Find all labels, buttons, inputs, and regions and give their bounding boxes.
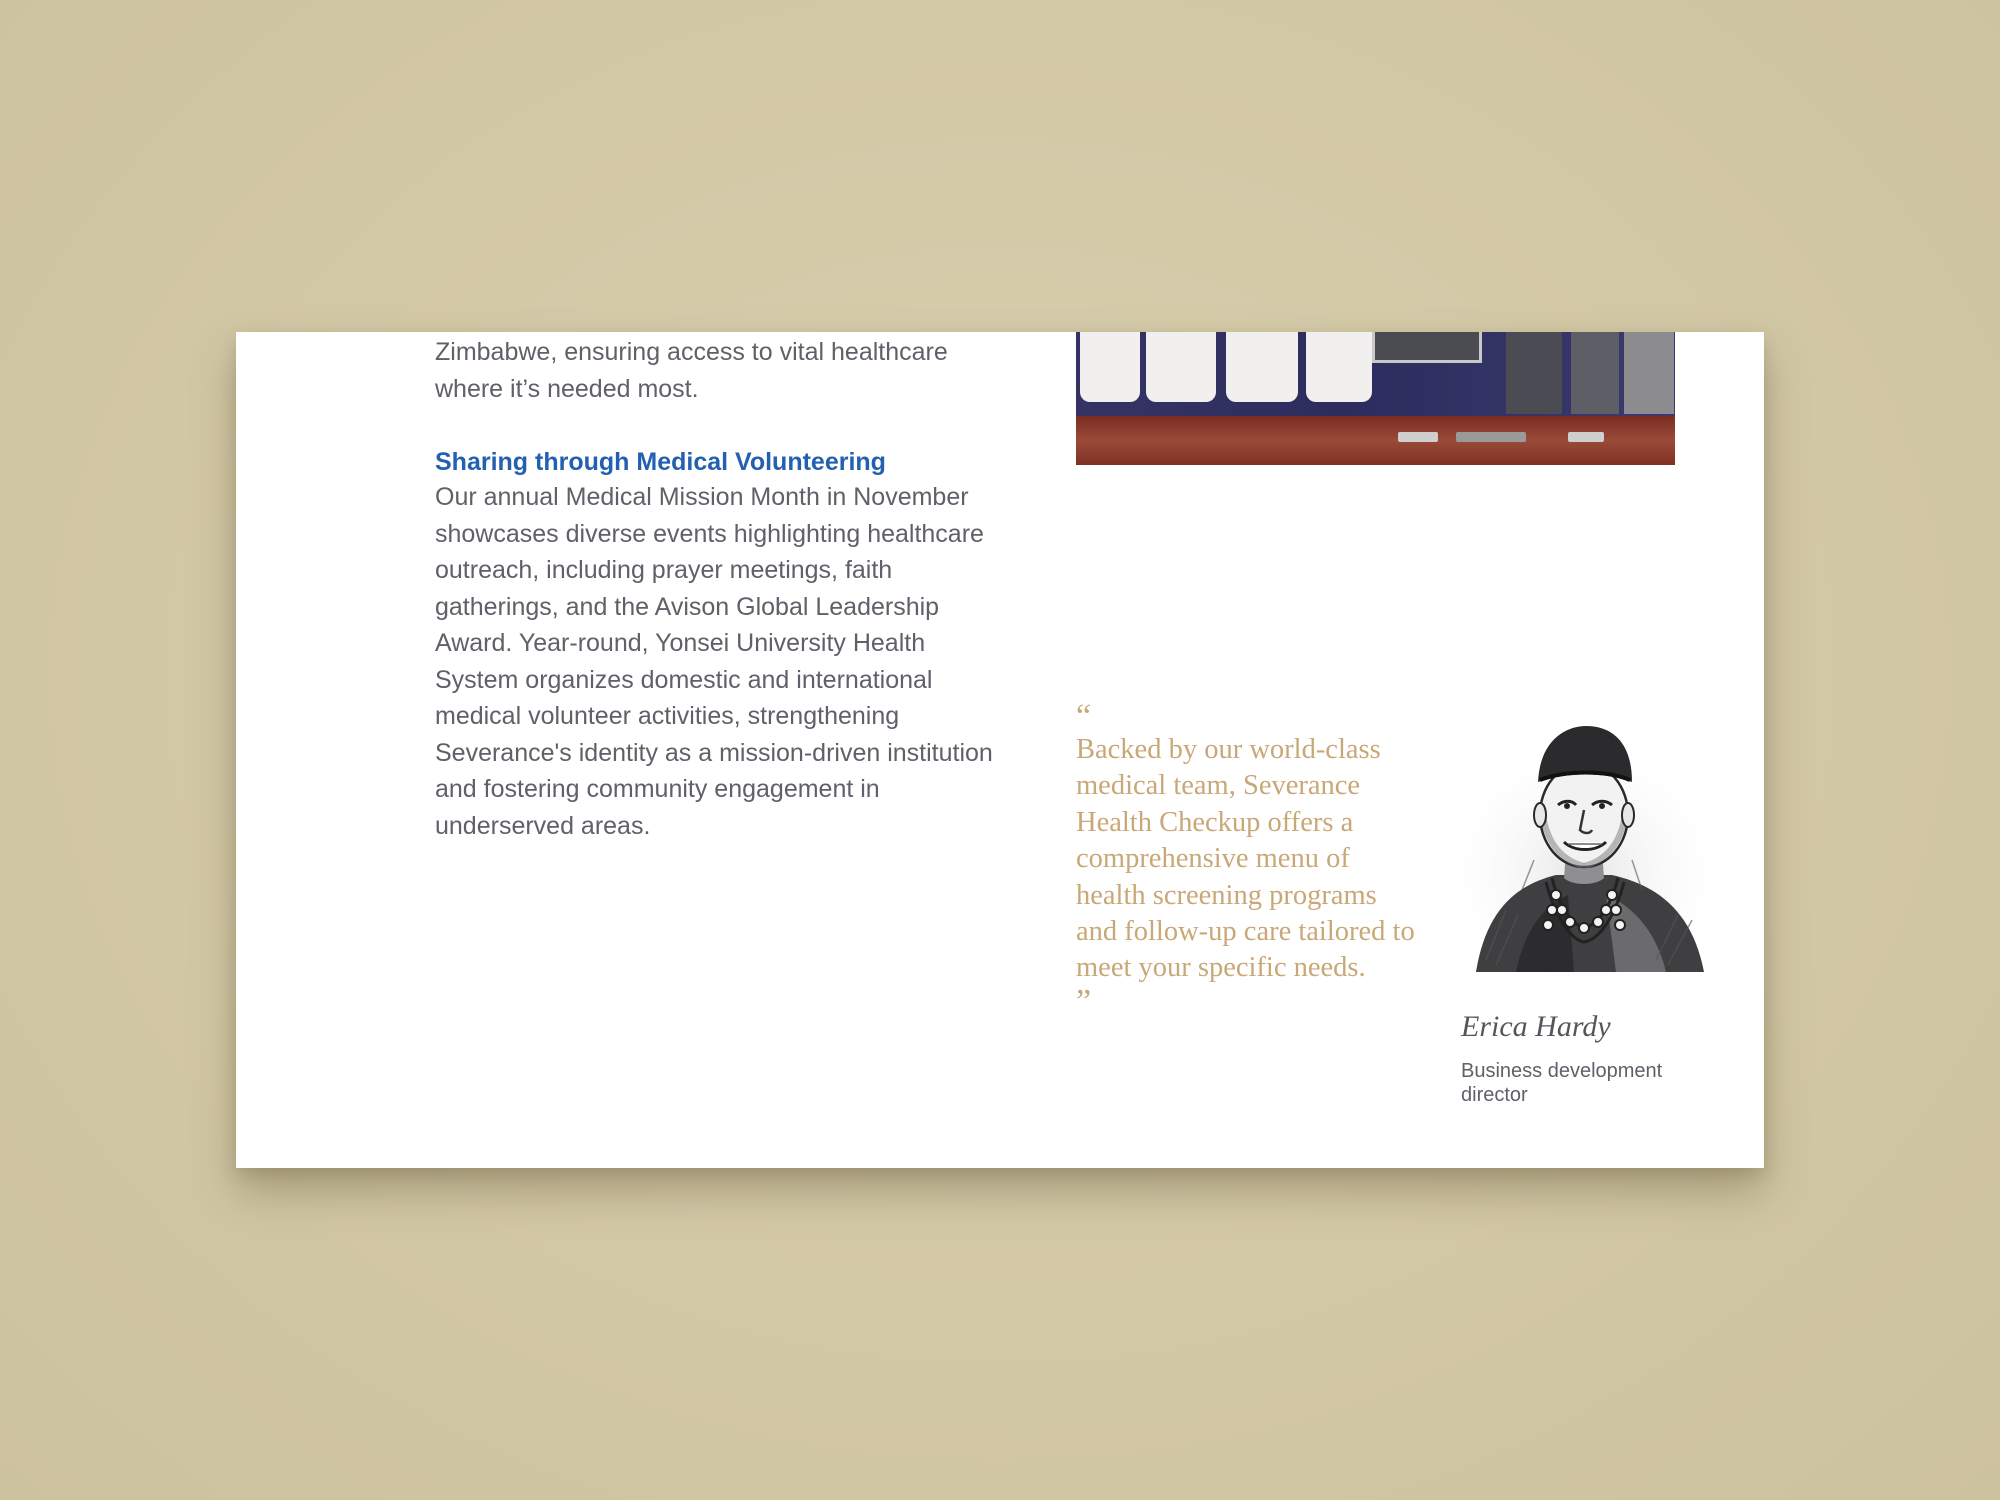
photo-microphone [1568, 432, 1604, 442]
photo-figure [1146, 332, 1216, 402]
person-role: Business development director [1461, 1060, 1663, 1106]
photo-plaque [1372, 332, 1482, 363]
person-name: Erica Hardy [1461, 1010, 1611, 1043]
close-quote-icon: ” [1076, 982, 1092, 1020]
intro-paragraph: Zimbabwe, ensuring access to vital healthcare where it’s needed most. [435, 338, 948, 403]
portrait-illustration [1456, 710, 1712, 976]
photo-microphone [1456, 432, 1526, 442]
quote-text: Backed by our world-class medical team, Severance Health Checkup offers a comprehensive menu of health screening programs and follow-up care tailored to meet your specific needs. [1076, 734, 1415, 984]
section-heading: Sharing through Medical Volunteering [435, 448, 886, 476]
photo-figure [1306, 332, 1372, 402]
open-quote-icon: “ [1076, 698, 1092, 735]
photo-figure [1624, 332, 1674, 414]
photo-figure [1506, 332, 1562, 414]
section-body: Our annual Medical Mission Month in November showcases diverse events highlighting healthcare outreach, including prayer meetings, faith gatherings, and the Avison Global Leadership Award. Year-round, Yonsei University Health System organizes domestic and international medical volunteer activities, strengthening Severance's identity as a mission-driven institution and fostering community engagement in underserved areas. [435, 483, 993, 840]
event-photo [1076, 332, 1675, 465]
testimonial-quote [1076, 698, 1416, 1020]
content-card [236, 332, 1764, 1168]
photo-figure [1571, 332, 1619, 414]
photo-figure [1226, 332, 1298, 402]
photo-figure [1080, 332, 1140, 402]
photo-microphone [1398, 432, 1438, 442]
